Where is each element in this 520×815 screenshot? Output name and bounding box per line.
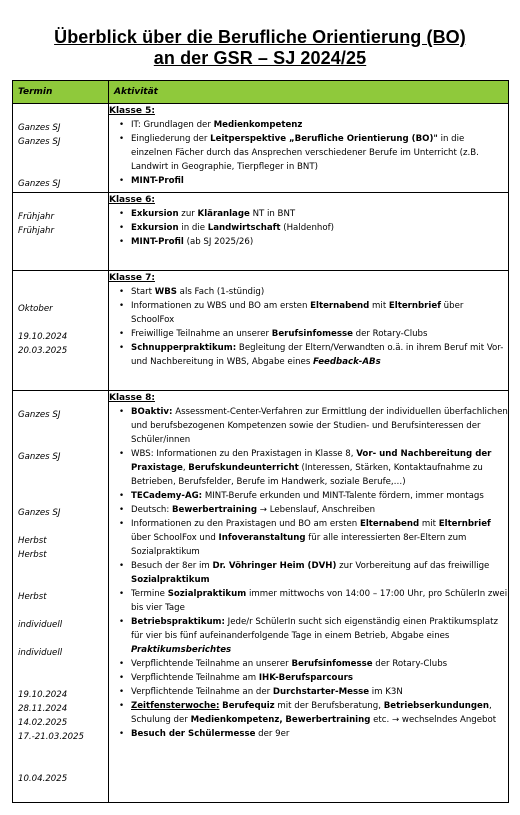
activity-text: MINT-Profil — [131, 176, 184, 186]
activity-item — [131, 559, 508, 587]
activity-text: Sozialpraktikum — [131, 575, 210, 585]
activity-text: IT: Grundlagen der — [131, 120, 214, 130]
activity-text: über SchoolFox — [131, 301, 464, 325]
activity-text: Begleitung der Eltern/Verwandten o.ä. in ihrem Beruf mit Vor- und Nachbereitung in WBS, Abgabe eines — [131, 343, 504, 367]
activity-text: Durchstarter-Messe — [272, 687, 370, 697]
activity-text: der Rotary-Clubs — [372, 659, 448, 669]
activity-text: Informationen zu den Praxistagen und BO am ersten — [131, 519, 360, 529]
activity-item — [131, 685, 508, 699]
aktivitaet-cell — [109, 271, 509, 391]
termin-cell — [13, 104, 109, 193]
aktivitaet-cell — [109, 193, 509, 271]
termin-label: individuell — [18, 620, 63, 630]
termin-label: individuell — [18, 648, 63, 658]
schedule-table — [12, 80, 509, 803]
activity-text: der 9er — [255, 729, 290, 739]
termin-label: Ganzes SJ — [18, 508, 61, 518]
activity-text: Zeitfensterwoche: — [131, 701, 220, 711]
activity-text: MINT-Profil — [131, 237, 184, 247]
activity-text: Verpflichtende Teilnahme am — [131, 673, 259, 683]
activity-text: Verpflichtende Teilnahme an unserer — [131, 659, 292, 669]
activity-text: WBS — [154, 287, 177, 297]
klasse-heading: Klasse 5: — [109, 106, 155, 116]
activity-item — [131, 587, 508, 615]
activity-list — [109, 118, 508, 188]
header-termin: Termin — [13, 81, 109, 104]
activity-item — [131, 299, 508, 327]
activity-item — [131, 657, 508, 671]
activity-text: mit der Berufsberatung, — [274, 701, 384, 711]
termin-label: 17.-21.03.2025 — [18, 732, 84, 742]
activity-text: Freiwillige Teilnahme an unserer — [131, 329, 272, 339]
activity-text: Elternabend — [310, 301, 370, 311]
activity-list — [109, 207, 508, 249]
activity-text: Elternabend — [359, 519, 420, 529]
activity-text: Dr. Vöhringer Heim (DVH) — [212, 561, 337, 571]
activity-text: , Schulung der — [131, 701, 492, 725]
activity-item — [131, 285, 508, 299]
activity-text: Elternbrief — [388, 301, 441, 311]
activity-text: Medienkompetenz, — [190, 715, 283, 725]
activity-text: Schnupperpraktikum: — [131, 343, 237, 353]
activity-text: mit — [369, 301, 389, 311]
activity-item — [131, 132, 508, 174]
activity-item — [131, 615, 508, 657]
termin-label: 28.11.2024 — [18, 704, 68, 714]
header-row — [13, 81, 509, 104]
activity-text: immer mittwochs von 14:00 – 17:00 Uhr, pro SchülerIn zwei bis vier Tage — [131, 589, 508, 613]
activity-text: Kläranlage — [197, 209, 250, 219]
termin-label: 19.10.2024 — [18, 690, 68, 700]
activity-text: (Haldenhof) — [280, 223, 334, 233]
activity-text: Betriebserkundungen — [383, 701, 489, 711]
page-subtitle: an der GSR – SJ 2024/25 — [153, 48, 367, 68]
section-row — [13, 193, 509, 271]
termin-label: Frühjahr — [18, 226, 55, 236]
activity-item — [131, 503, 508, 517]
activity-text: (ab SJ 2025/26) — [183, 237, 254, 247]
activity-text: Berufskundeunterricht — [188, 463, 299, 473]
termin-label: Herbst — [18, 550, 47, 560]
activity-text: Berufequiz — [222, 701, 275, 711]
activity-text: zur Vorbereitung auf das freiwillige — [336, 561, 490, 571]
section-row — [13, 104, 509, 193]
activity-text: über SchoolFox und — [131, 533, 219, 543]
termin-cell — [13, 391, 109, 803]
activity-text: Landwirtschaft — [207, 223, 281, 233]
activity-text: TECademy-AG: — [131, 491, 203, 501]
termin-label: 20.03.2025 — [18, 346, 68, 356]
activity-text: Start — [131, 287, 155, 297]
termin-label: Frühjahr — [18, 212, 55, 222]
activity-text: Infoveranstaltung — [218, 533, 306, 543]
termin-label: Herbst — [18, 592, 47, 602]
activity-text: Bewerbertraining — [285, 715, 371, 725]
activity-item — [131, 207, 508, 221]
activity-text: im K3N — [369, 687, 403, 697]
activity-text: MINT-Berufe erkunden und MINT-Talente fördern, immer montags — [202, 491, 484, 501]
activity-item — [131, 341, 508, 369]
activity-text: für alle interessierten 8er-Eltern zum Sozialpraktikum — [131, 533, 467, 557]
activity-list — [109, 405, 508, 741]
activity-text: Exkursion — [131, 223, 179, 233]
termin-label: 19.10.2024 — [18, 332, 68, 342]
termin-cell — [13, 193, 109, 271]
activity-item — [131, 447, 508, 489]
termin-label: 14.02.2025 — [18, 718, 68, 728]
activity-text: (Interessen, Stärken, Kontaktaufnahme zu Betrieben, Berufsfelder, Berufe im Handwerk, soziale Berufe,…) — [131, 463, 483, 487]
activity-text: Betriebspraktikum: — [131, 617, 225, 627]
activity-text: Besuch der Schülermesse — [131, 729, 256, 739]
activity-text: Medienkompetenz — [213, 120, 303, 130]
termin-label: Ganzes SJ — [18, 137, 61, 147]
activity-text: Bewerbertraining — [172, 505, 258, 515]
activity-text: Informationen zu WBS und BO am ersten — [131, 301, 311, 311]
activity-text: in die — [178, 223, 208, 233]
activity-text: Praktikumsberichtes — [131, 645, 232, 655]
activity-item — [131, 221, 508, 235]
activity-item — [131, 327, 508, 341]
activity-text: etc. → wechselndes Angebot — [370, 715, 497, 725]
activity-item — [131, 699, 508, 727]
section-row — [13, 391, 509, 803]
activity-item — [131, 671, 508, 685]
activity-item — [131, 517, 508, 559]
activity-text: Feedback-ABs — [313, 357, 381, 367]
activity-text: der Rotary-Clubs — [352, 329, 428, 339]
activity-text: Sozialpraktikum — [167, 589, 247, 599]
termin-label: Oktober — [18, 304, 53, 314]
termin-label: Ganzes SJ — [18, 410, 61, 420]
activity-text: als Fach (1-stündig) — [176, 287, 265, 297]
termin-label: 10.04.2025 — [18, 774, 68, 784]
activity-text: NT in BNT — [249, 209, 296, 219]
activity-text: Assessment-Center-Verfahren zur Ermittlung der individuellen überfachlichen und berufsbezogenen Kompetenzen sowie der Studien- und Berufsinteressen der Schüler/innen — [131, 407, 508, 445]
klasse-heading: Klasse 6: — [109, 195, 155, 205]
termin-label: Ganzes SJ — [18, 179, 61, 189]
activity-text: BOaktiv: — [131, 407, 173, 417]
activity-text: , — [182, 463, 189, 473]
aktivitaet-cell — [109, 104, 509, 193]
activity-item — [131, 405, 508, 447]
activity-text: WBS: Informationen zu den Praxistagen in Klasse 8, — [131, 449, 357, 459]
klasse-heading: Klasse 7: — [109, 273, 155, 283]
activity-text: Vor- und Nachbereitung der Praxistage — [131, 449, 492, 473]
activity-text: zur — [178, 209, 198, 219]
activity-text: IHK-Berufsparcours — [258, 673, 353, 683]
activity-item — [131, 489, 508, 503]
activity-text: Elternbrief — [438, 519, 491, 529]
activity-text: Verpflichtende Teilnahme an der — [131, 687, 273, 697]
activity-text: Jede/r SchülerIn sucht sich eigenständig einen Praktikumsplatz für vier bis fünf aufeinanderfolgende Tage in einem Betrieb, Abgabe eines — [131, 617, 498, 641]
activity-text: in die einzelnen Fächer durch das Ansprechen verschiedener Berufe im Unterricht (z.B. Landwirt in Geographie, Tierpfleger in BNT) — [131, 134, 479, 172]
activity-item — [131, 235, 508, 249]
activity-text: Eingliederung der — [131, 134, 211, 144]
termin-label: Ganzes SJ — [18, 452, 61, 462]
activity-item — [131, 174, 508, 188]
activity-list — [109, 285, 508, 369]
aktivitaet-cell — [109, 391, 509, 803]
activity-text: Berufsinfomesse — [271, 329, 353, 339]
activity-item — [131, 727, 508, 741]
header-aktivitaet: Aktivität — [109, 81, 509, 104]
activity-item — [131, 118, 508, 132]
activity-text: → Lebenslauf, Anschreiben — [257, 505, 376, 515]
termin-label: Ganzes SJ — [18, 123, 61, 133]
activity-text: Berufsinfomesse — [291, 659, 373, 669]
page-title: Überblick über die Berufliche Orientierung (BO) — [54, 27, 466, 47]
activity-text: Termine — [131, 589, 168, 599]
activity-text: Leitperspektive „Berufliche Orientierung (BO)" — [210, 134, 438, 144]
termin-cell — [13, 271, 109, 391]
activity-text: Exkursion — [131, 209, 179, 219]
activity-text: Besuch der 8er im — [131, 561, 213, 571]
termin-label: Herbst — [18, 536, 47, 546]
section-row — [13, 271, 509, 391]
activity-text: mit — [419, 519, 439, 529]
activity-text: Deutsch: — [131, 505, 172, 515]
klasse-heading: Klasse 8: — [109, 393, 155, 403]
